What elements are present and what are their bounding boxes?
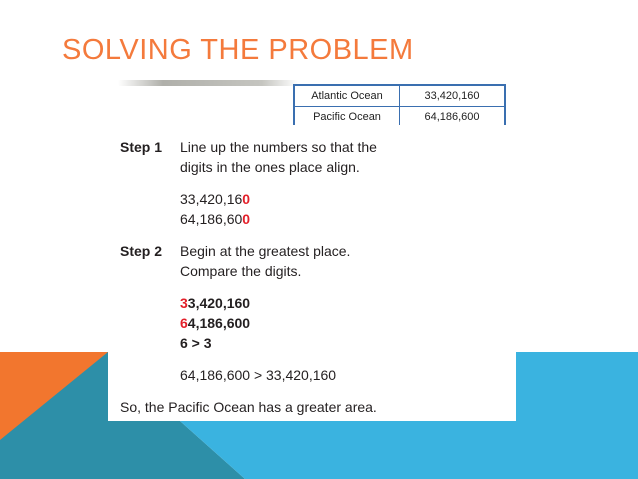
step2-text-line1: Begin at the greatest place. bbox=[180, 243, 351, 259]
step2-number-1 bbox=[180, 295, 250, 311]
highlighted-ones-digit: 0 bbox=[242, 191, 251, 207]
table-cell-area: 64,186,600 bbox=[400, 107, 506, 129]
table-cell-ocean-name: Pacific Ocean bbox=[294, 107, 400, 129]
title-underline-decoration bbox=[118, 80, 298, 86]
digit-comparison: 6 > 3 bbox=[180, 335, 212, 351]
number-comparison-result: 64,186,600 > 33,420,160 bbox=[180, 367, 337, 383]
step1-number-1 bbox=[180, 191, 250, 207]
step1-number-2 bbox=[180, 211, 250, 227]
step2-number-2 bbox=[180, 315, 250, 331]
step1-text-line2: digits in the ones place align. bbox=[180, 159, 360, 175]
number-rest: 3,420,160 bbox=[187, 295, 251, 311]
highlighted-ones-digit: 0 bbox=[242, 211, 251, 227]
ocean-area-table bbox=[293, 84, 506, 129]
number-main: 64,186,60 bbox=[180, 211, 243, 227]
conclusion-text: So, the Pacific Ocean has a greater area. bbox=[120, 399, 377, 415]
table-cell-ocean-name: Atlantic Ocean bbox=[294, 85, 400, 107]
highlighted-greatest-digit: 3 bbox=[180, 295, 188, 311]
step1-label: Step 1 bbox=[120, 139, 163, 155]
solution-panel bbox=[108, 125, 516, 421]
number-main: 33,420,16 bbox=[180, 191, 243, 207]
step2-label: Step 2 bbox=[120, 243, 163, 259]
highlighted-greatest-digit: 6 bbox=[180, 315, 188, 331]
step2-text-line2: Compare the digits. bbox=[180, 263, 302, 279]
number-rest: 4,186,600 bbox=[187, 315, 251, 331]
step1-text-line1: Line up the numbers so that the bbox=[180, 139, 377, 155]
table-cell-area: 33,420,160 bbox=[400, 85, 506, 107]
slide-title: SOLVING THE PROBLEM bbox=[62, 34, 414, 66]
table-row bbox=[294, 85, 505, 107]
